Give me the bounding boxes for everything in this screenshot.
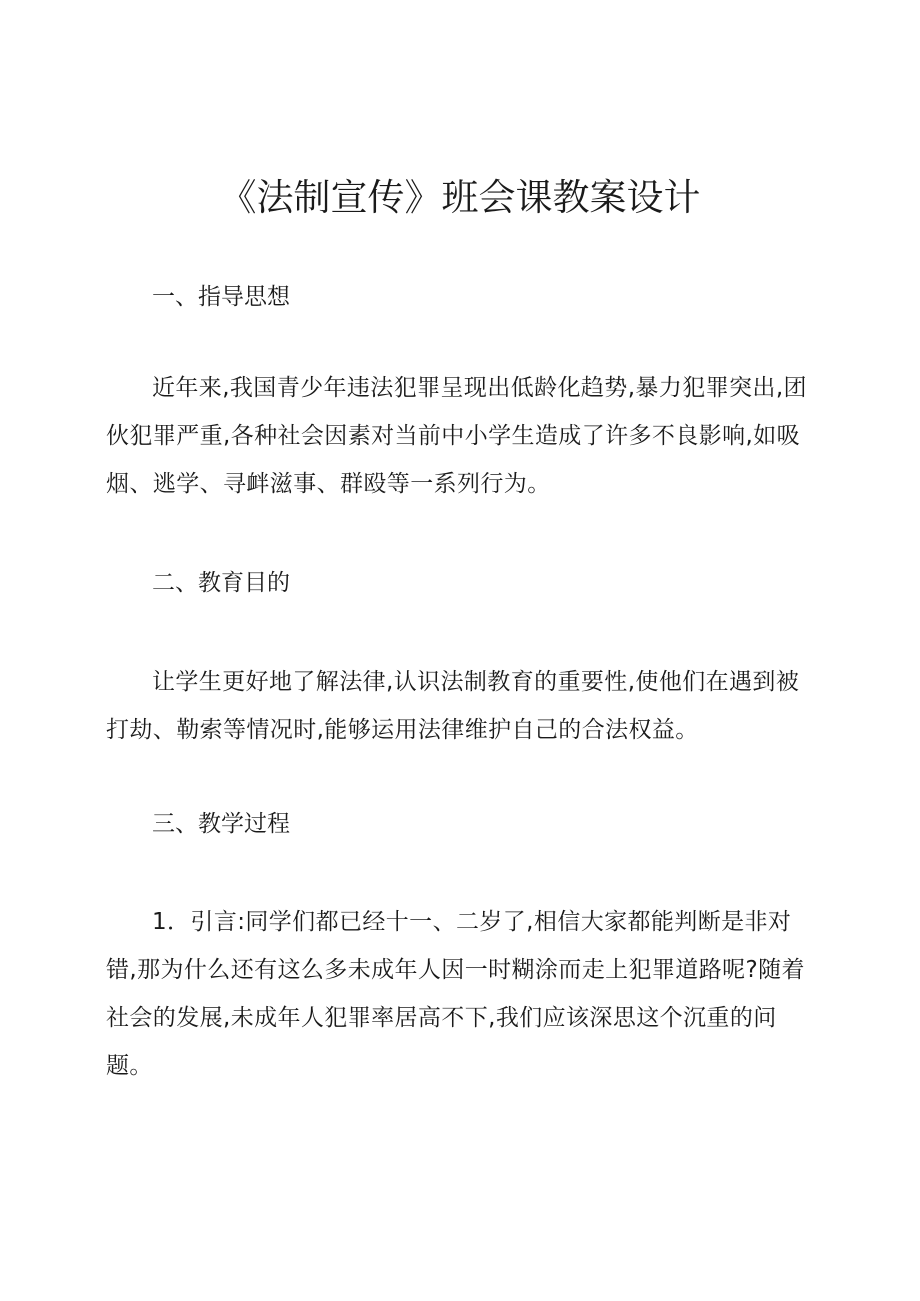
- section-body-teaching-process: 1．引言:同学们都已经十一、二岁了,相信大家都能判断是非对错,那为什么还有这么多未成年人因一时糊涂而走上犯罪道路呢?随着社会的发展,未成年人犯罪率居高不下,我们应该深思这个沉重的问题。: [106, 909, 805, 1079]
- section-heading-guiding-thought: 一、指导思想: [152, 284, 290, 310]
- document-title: 《法制宣传》班会课教案设计: [219, 176, 701, 219]
- section-body-education-goal: 让学生更好地了解法律,认识法制教育的重要性,使他们在遇到被打劫、勒索等情况时,能够运用法律维护自己的合法权益。: [106, 669, 800, 743]
- section-heading-teaching-process: 三、教学过程: [152, 811, 290, 837]
- section-heading-education-goal: 二、教育目的: [152, 570, 290, 596]
- section-body-guiding-thought: 近年来,我国青少年违法犯罪呈现出低龄化趋势,暴力犯罪突出,团伙犯罪严重,各种社会因素对当前中小学生造成了许多不良影响,如吸烟、逃学、寻衅滋事、群殴等一系列行为。: [106, 375, 807, 497]
